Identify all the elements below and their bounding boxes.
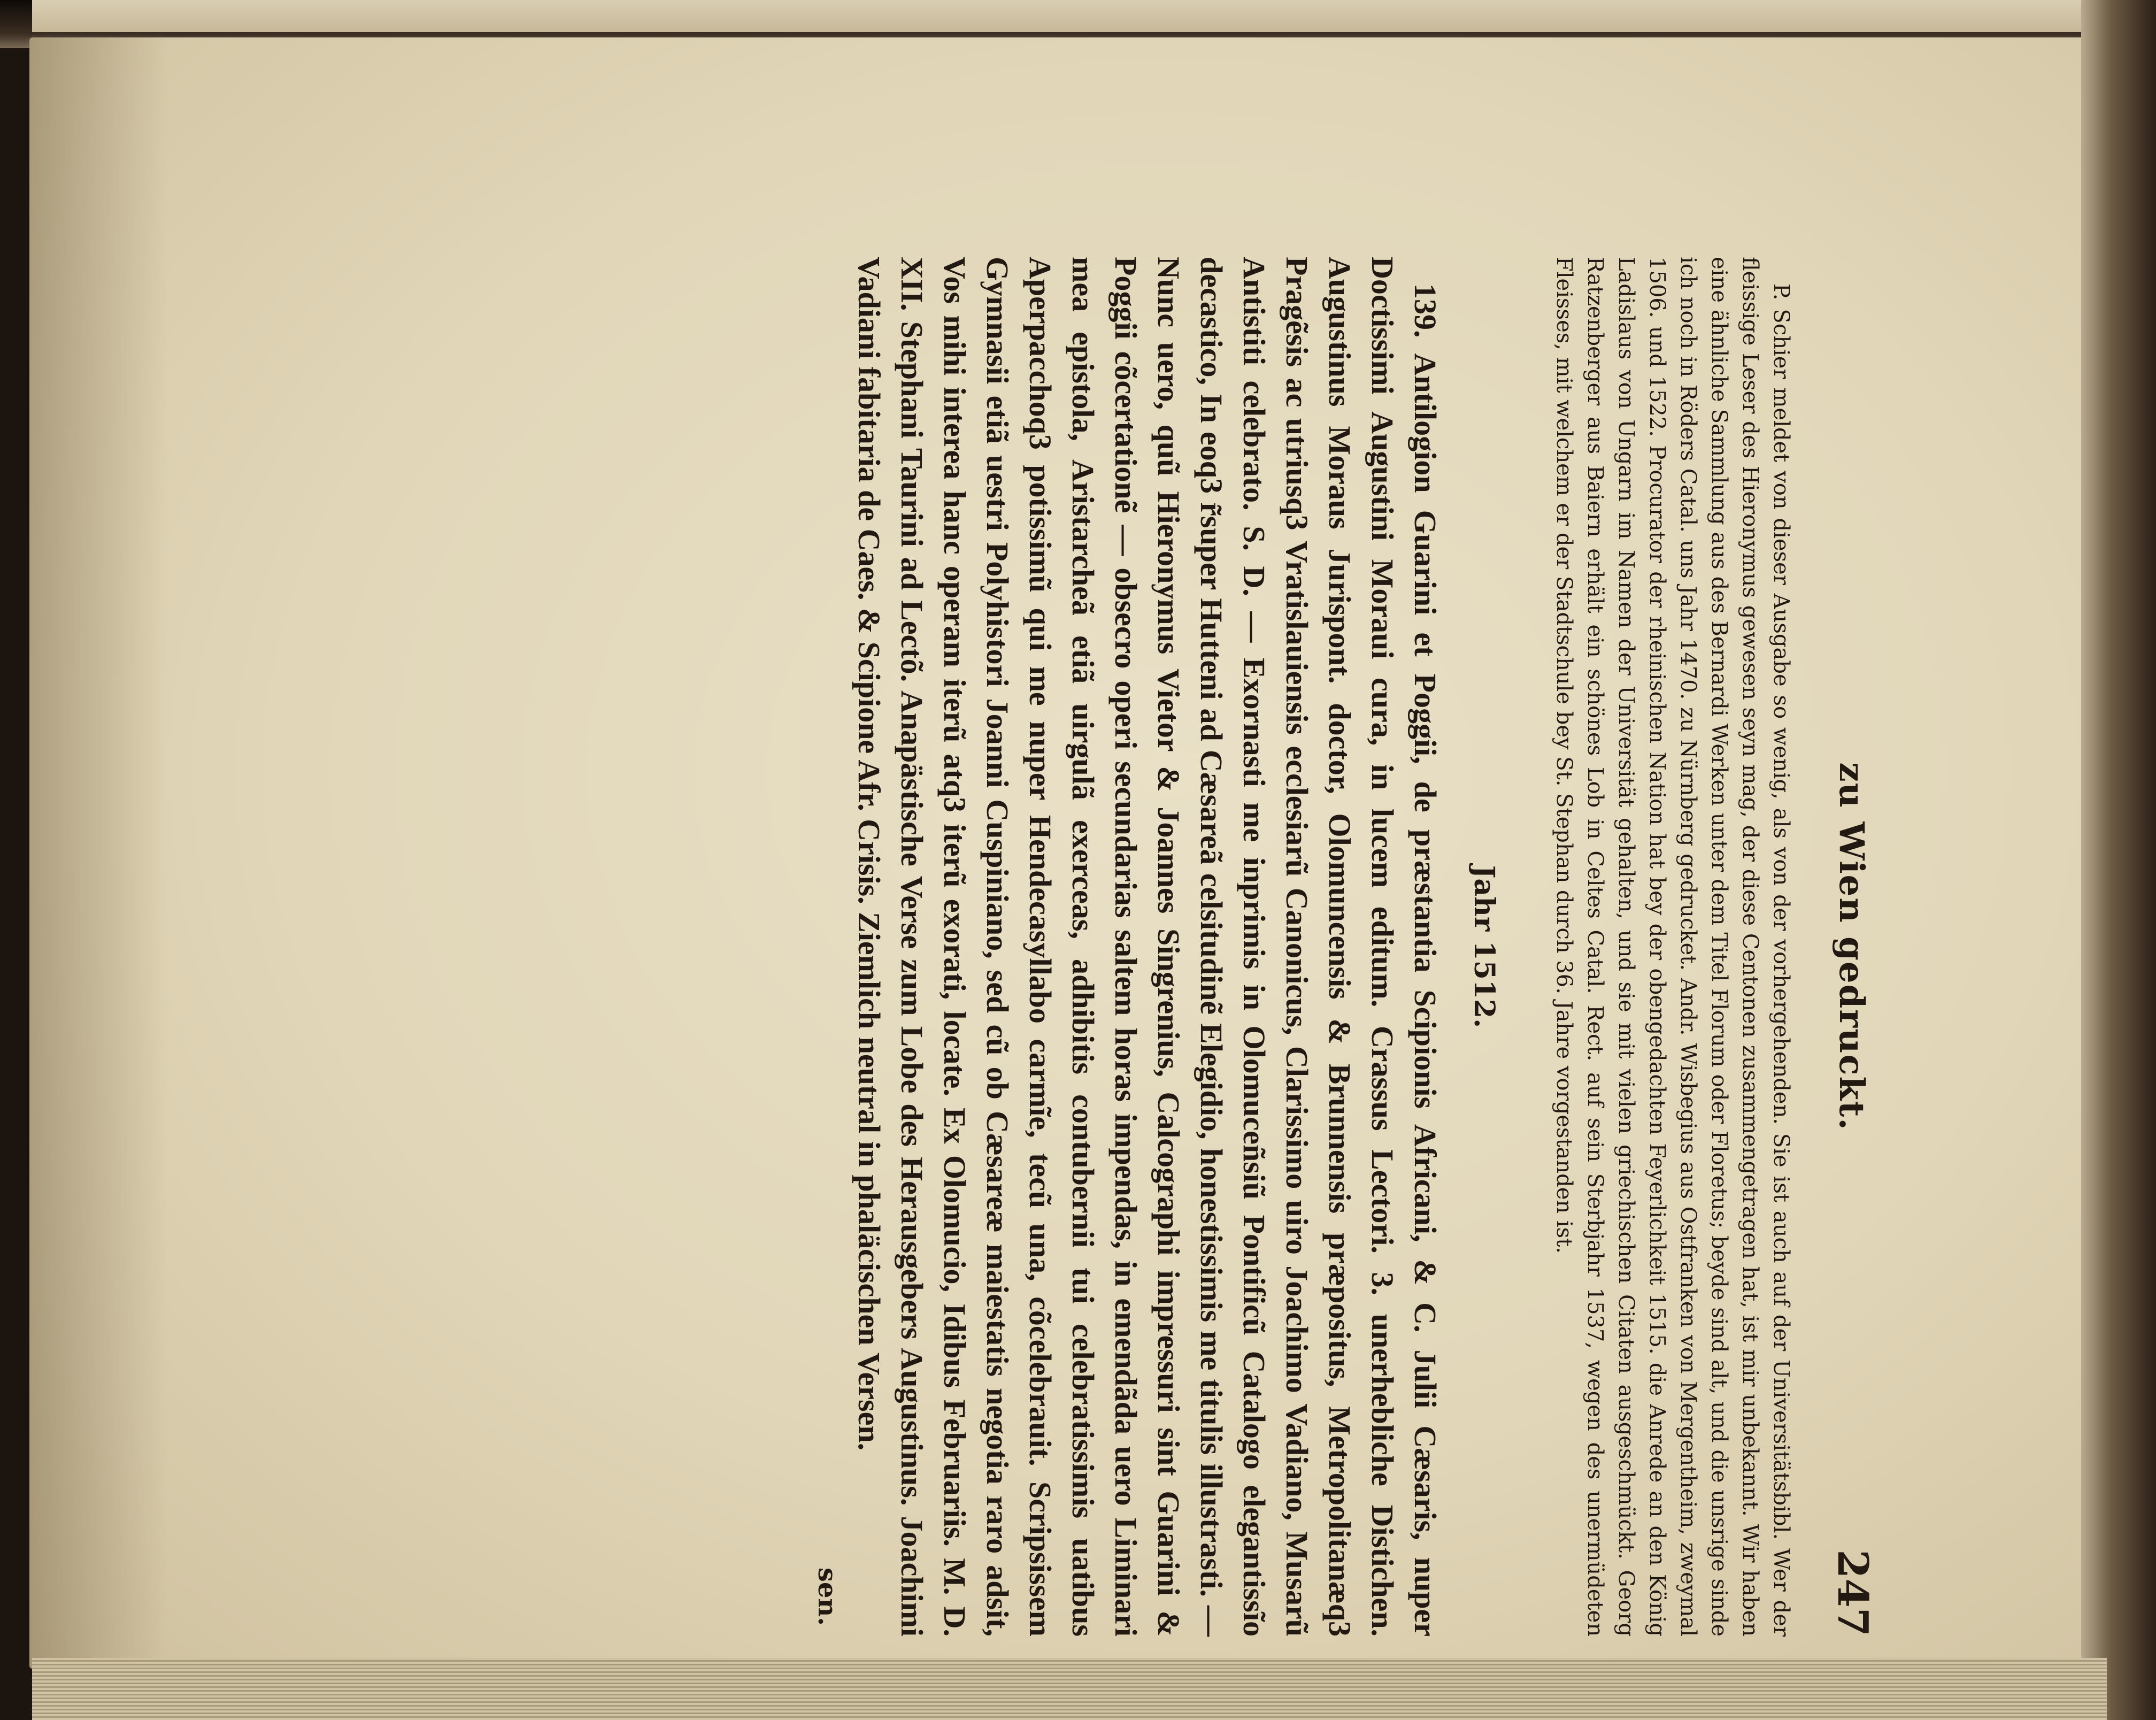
previous-page-edge bbox=[32, 0, 2118, 32]
rotated-text-block bbox=[321, 235, 1877, 1658]
page-stack-edges bbox=[32, 1658, 2107, 1720]
catchword: sen. bbox=[812, 1567, 842, 1626]
year-heading: Jahr 1512. bbox=[1468, 865, 1500, 1028]
page-number: 247 bbox=[1828, 1549, 1877, 1637]
spine-shadow bbox=[29, 37, 168, 1669]
running-header bbox=[1813, 235, 1877, 1658]
book-fore-edge bbox=[2081, 0, 2156, 1720]
entry-138-commentary: P. Schier meldet von dieser Ausgabe so wenig, als von der vorhergehenden. Sie ist auch auf der Universitätsbibl. Wer der fleissige Leser des Hieronymus gewesen seyn mag, der diese Centonen zusammengetragen hat, ist mir unbekannt. Wir haben eine ähnliche Sammlung aus des Bernardi Werken unter dem Titel Florum oder Floretus; beyde sind alt, und die unsrige sinde ich noch in Röders Catal. uns Jahr 1470. zu Nürnberg gedrucket. Andr. Wisbegius aus Ostfranken von Mergentheim, zweymal 1506. und 1522. Procurator der rheinischen Nation hat bey der obengedachten Feyerlichkeit 1515. die Anrede an den König Ladislaus von Ungarn im Namen der Universität gehalten, und sie mit vielen griechischen Citaten ausgeschmückt. Georg Ratzenberger aus Baiern erhält ein schönes Lob in Celtes Catal. Rect. auf sein Sterbjahr 1537, wegen des unermüdeten Fleisses, mit welchem er der Stadtschule bey St. Stephan durch 36. Jahre vorgestanden ist. bbox=[1552, 257, 1793, 1637]
running-title: zu Wien gedruckt. bbox=[1831, 762, 1872, 1131]
entry-139: 139. Antilogion Guarini et Poggii, de præstantia Scipionis Africani, & C. Julii Cæsaris, nuper Doctissimi Augustini Moraui cura, in lucem editum. Crassus Lectori. 3. unerhebliche Distichen. Augustinus Moraus Jurispont. doctor, Olomuncensis & Brunnensis præpositus, Metropolitanæq3 Pragẽsis ac utriusq3 Vratislauiensis ecclesiarũ Canonicus, Clarissimo uiro Joachimo Vadiano, Musarũ Antistiti celebrato. S. D. — Exornasti me inprimis in Olomuceñsiũ Pontificũ Catalogo elegantissĩo decastico, In eoq3 r̃super Hutteni ad Cæsareã celsitudinẽ Elegidio, honestissimis me titulis illustrasti. — Nunc uero, quũ Hieronymus Vietor & Joannes Singrenius, Calcographi impressuri sint Guarini & Poggii cõcertationẽ — obsecro operi secundarias saltem horas impendas, in emendãda uero Liminari mea epistola, Aristarcheã etiã uirgulã exerceas, adhibitis contubernii tui celebratissimis uatibus Aperpacchoq3 potissimũ qui me nuper Hendecasyllabo carmĩe, tecũ una, cõcelebrauit. Scripsissem Gymnasii etiã uestri Polyhistori Joanni Cuspiniano, sed cũ ob Cæsareæ maiestatis negotia raro adsit, Vos mihi interea hanc operam iterũ atq3 iterũ exorati, locate. Ex Olomucio, Idibus Februariis. M. D. XII. Stephani Taurini ad Lectõ. Anapästische Verse zum Lobe des Herausgebers Augustinus. Joachimi Vadiani fabitaria de Caes. & Scipione Afr. Crisis. Ziemlich neutral in phaläcischen Versen. bbox=[852, 257, 1443, 1637]
